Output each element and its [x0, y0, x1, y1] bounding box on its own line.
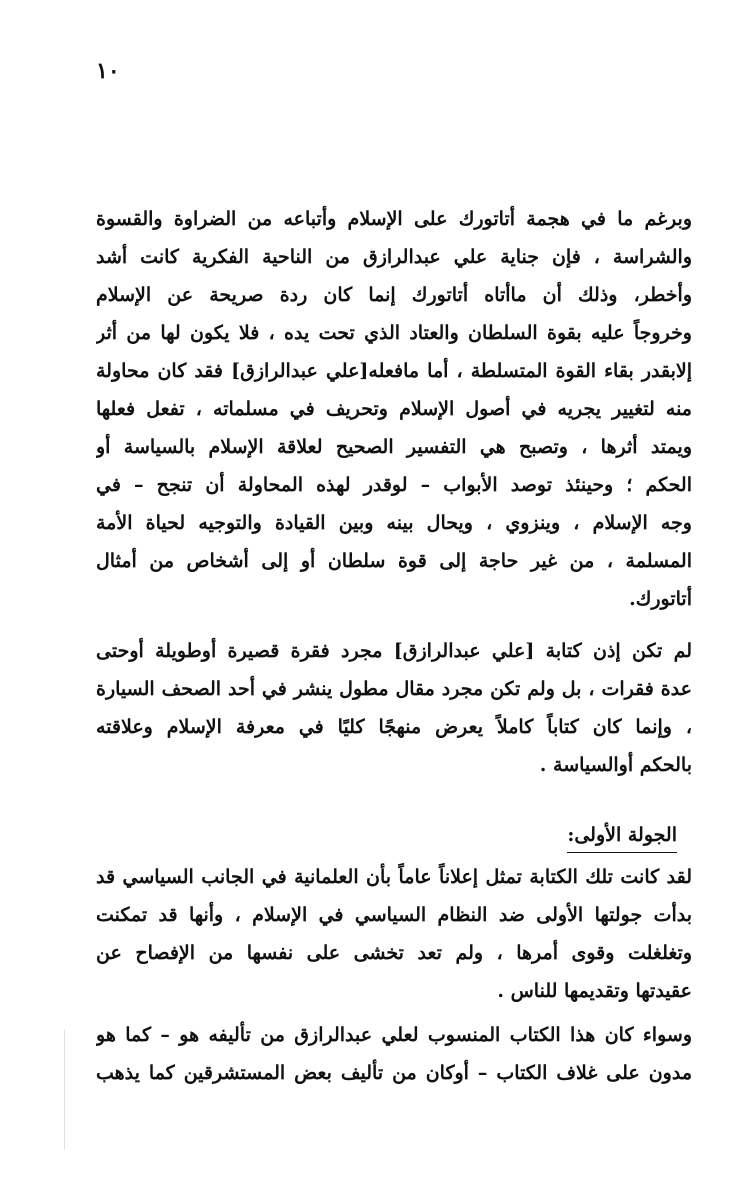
- text-line: مدون على غلاف الكتاب – أوكان من تأليف بعض المستشرقين كما يذهب: [96, 1062, 692, 1084]
- scan-margin-mark: [64, 1030, 65, 1150]
- paragraph-3: [96, 858, 692, 1010]
- paragraph-2: [96, 632, 692, 784]
- text-line: إلابقدر بقاء القوة المتسلطة ، أما مافعله[علي عبدالرازق] فقد كان محاولة: [96, 360, 692, 382]
- page-number: ١٠: [96, 58, 120, 84]
- text-line: والشراسة ، فإن جناية علي عبدالرازق من الناحية الفكرية كانت أشد: [96, 246, 692, 268]
- section-heading: الجولة الأولى:: [567, 818, 677, 853]
- text-line: وتغلغلت وقوى أمرها ، ولم تعد تخشى على نفسها من الإفصاح عن: [96, 942, 692, 964]
- text-line: الحكم ؛ وحينئذ توصد الأبواب – لوقدر لهذه المحاولة أن تنجح – في: [96, 474, 692, 496]
- text-line: لقد كانت تلك الكتابة تمثل إعلاناً عاماً بأن العلمانية في الجانب السياسي قد: [96, 866, 692, 888]
- text-line: ويمتد أثرها ، وتصبح هي التفسير الصحيح لعلاقة الإسلام بالسياسة أو: [96, 436, 692, 458]
- text-line: بالحكم أوالسياسة .: [539, 754, 692, 776]
- text-line: وأخطر، وذلك أن ماأتاه أتاتورك إنما كان ردة صريحة عن الإسلام: [96, 284, 692, 306]
- text-line: لم تكن إذن كتابة [علي عبدالرازق] مجرد فقرة قصيرة أوطويلة أوحتى: [96, 640, 692, 662]
- text-line: وخروجاً عليه بقوة السلطان والعتاد الذي تحت يده ، فلا يكون لها من أثر: [96, 322, 692, 344]
- text-line: وسواء كان هذا الكتاب المنسوب لعلي عبدالرازق من تأليفه هو – كما هو: [96, 1024, 692, 1046]
- text-line: المسلمة ، من غير حاجة إلى قوة سلطان أو إلى أشخاص من أمثال: [96, 550, 692, 572]
- text-line: بدأت جولتها الأولى ضد النظام السياسي في الإسلام ، وأنها قد تمكنت: [96, 904, 692, 926]
- text-line: وبرغم ما في هجمة أتاتورك على الإسلام وأتباعه من الضراوة والقسوة: [96, 208, 692, 230]
- text-line: وجه الإسلام ، وينزوي ، ويحال بينه وبين القيادة والتوجيه لحياة الأمة: [96, 512, 692, 534]
- text-line: عقيدتها وتقديمها للناس .: [497, 980, 692, 1002]
- text-line: أتاتورك.: [629, 588, 692, 610]
- paragraph-1: [96, 200, 692, 618]
- text-line: منه لتغيير يجريه في أصول الإسلام وتحريف في مسلماته ، تفعل فعلها: [96, 398, 692, 420]
- text-line: ، وإنما كان كتاباً كاملاً يعرض منهجًا كليًا في معرفة الإسلام وعلاقته: [96, 716, 692, 738]
- text-line: عدة فقرات ، بل ولم تكن مجرد مقال مطول ينشر في أحد الصحف السيارة: [96, 678, 692, 700]
- paragraph-4: [96, 1016, 692, 1092]
